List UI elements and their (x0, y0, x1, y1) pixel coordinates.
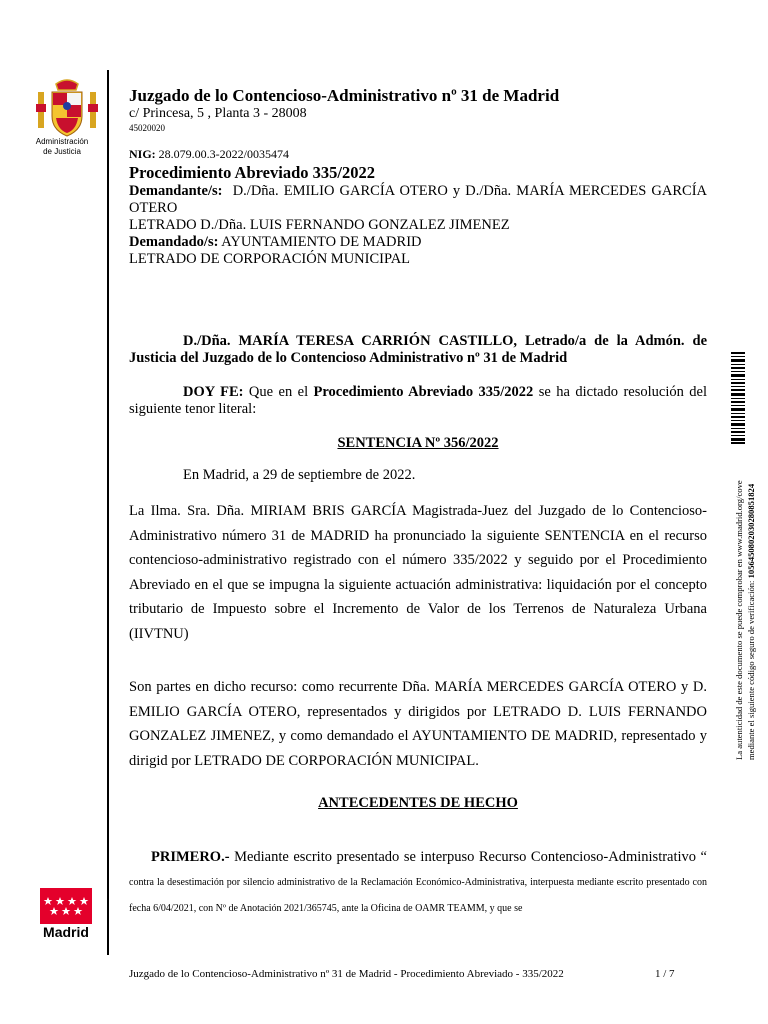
court-code: 45020020 (129, 123, 165, 133)
primero-small-text: contra la desestimación por silencio administrativo de la Reclamación Económico-Administrativa, interpuesta mediante escrito presentado con fecha 6/04/2021, con Nº de Anotación 2021/365745, ante la Oficina de OAMR TEAMM, y que se (129, 877, 707, 914)
demandante-value: D./Dña. EMILIO GARCÍA OTERO y D./Dña. MARÍA MERCEDES GARCÍA OTERO (129, 183, 707, 216)
admin-label-line1: Administración (35, 137, 89, 146)
letrada-intro: D./Dña. MARÍA TERESA CARRIÓN CASTILLO, Letrado/a de la Admón. de Justicia del Juzgado de lo Contencioso Administrativo nº 31 de Madrid (129, 333, 707, 366)
paragraph-1: La Ilma. Sra. Dña. MIRIAM BRIS GARCÍA Magistrada-Juez del Juzgado de lo Contencioso-Administrativo número 31 de MADRID ha pronunciado la siguiente SENTENCIA en el recurso contencioso-administrativo registrado con el número 335/2022 y seguido por el Procedimiento Abreviado en el que se impugna la siguiente actuación administrativa: liquidación por el concepto tributario de Impuesto sobre el Incremento de Valor de los Terrenos de Naturaleza Urbana (IIVTNU) (129, 503, 707, 642)
letrado-demandante: LETRADO D./Dña. LUIS FERNANDO GONZALEZ JIMENEZ (129, 217, 510, 233)
verification-text (730, 450, 760, 760)
procedure-title: Procedimiento Abreviado 335/2022 (129, 163, 375, 182)
madrid-stars-logo-icon (40, 888, 92, 924)
verify-line-2-prefix: mediante el siguiente código seguro de verificación: (746, 580, 756, 760)
demandante-block (129, 183, 707, 217)
doy-fe-bold: Procedimiento Abreviado 335/2022 (313, 384, 534, 400)
verify-line-1: La autenticidad de este documento se puede comprobar en www.madrid.org/cove (734, 480, 744, 760)
nig-label: NIG: (129, 147, 156, 161)
demandado-value: AYUNTAMIENTO DE MADRID (221, 234, 422, 250)
barcode-icon (731, 352, 745, 444)
footer-text: Juzgado de lo Contencioso-Administrativo nº 31 de Madrid - Procedimiento Abreviado - 335/2022 (129, 968, 564, 980)
madrid-label: Madrid (43, 924, 89, 940)
doy-fe-text-1: Que en el (248, 384, 309, 400)
paragraph-2: Son partes en dicho recurso: como recurrente Dña. MARÍA MERCEDES GARCÍA OTERO y D. EMILIO GARCÍA OTERO, representados y dirigidos por LETRADO D. LUIS FERNANDO GONZALEZ JIMENEZ, y como demandado el AYUNTAMIENTO DE MADRID, representado y dirigid por LETRADO DE CORPORACIÓN MUNICIPAL. (129, 679, 707, 769)
page-number: 1 / 7 (655, 968, 675, 980)
primero-text: Mediante escrito presentado se interpuso Recurso Contencioso-Administrativo “ (234, 849, 707, 865)
nig-value: 28.079.00.3-2022/0035474 (158, 147, 290, 161)
demandante-label: Demandante/s: (129, 183, 223, 199)
verify-code: 1056450802030280851824 (746, 483, 756, 579)
admin-justicia-label (30, 137, 94, 157)
doy-fe-label: DOY FE: (183, 384, 244, 400)
margin-rule (107, 70, 109, 955)
verify-line-2 (746, 483, 756, 760)
doy-fe-text-2: se ha dictado resolución del siguiente tenor literal: (129, 384, 708, 417)
antecedentes-title: ANTECEDENTES DE HECHO (318, 795, 518, 811)
date-line: En Madrid, a 29 de septiembre de 2022. (183, 467, 416, 483)
nig-line (129, 147, 289, 162)
court-address: c/ Princesa, 5 , Planta 3 - 28008 (129, 106, 307, 121)
letrado-demandado: LETRADO DE CORPORACIÓN MUNICIPAL (129, 251, 411, 267)
coat-of-arms-icon (36, 78, 98, 138)
court-title: Juzgado de lo Contencioso-Administrativo nº 31 de Madrid (129, 86, 560, 105)
demandado-label: Demandado/s: (129, 234, 219, 250)
primero-label: PRIMERO.- (151, 849, 230, 865)
admin-label-line2: de Justicia (43, 147, 81, 156)
demandado-line (129, 234, 707, 251)
primero-paragraph (129, 845, 707, 921)
doy-fe-paragraph (129, 384, 707, 418)
sentencia-title: SENTENCIA Nº 356/2022 (337, 435, 499, 451)
